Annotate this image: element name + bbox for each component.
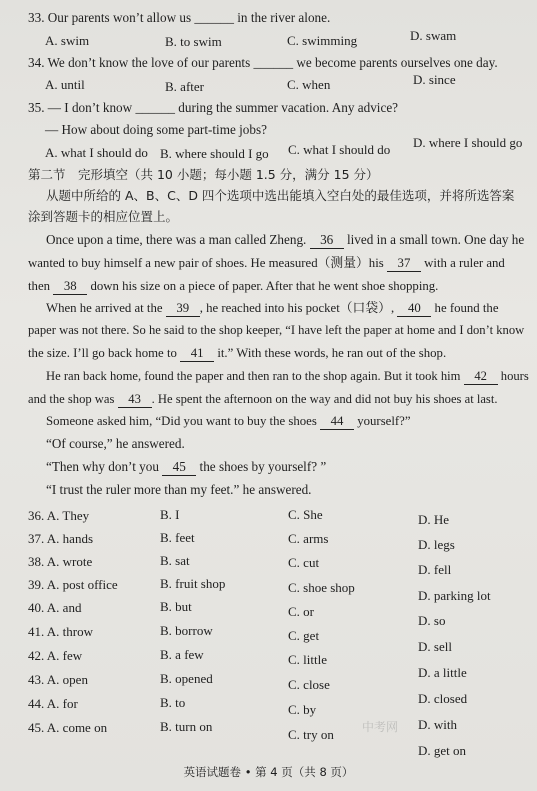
option-41-a: 41. A. throw xyxy=(28,624,93,639)
passage-text: with a ruler and xyxy=(424,256,505,270)
option-36-b: B. I xyxy=(160,507,180,522)
option-40-b: B. but xyxy=(160,599,192,614)
question-35-stem: 35. — I don’t know ______ during the summer vacation. Any advice? xyxy=(28,100,399,115)
option-37-a: 37. A. hands xyxy=(28,531,93,546)
option-38-a: 38. A. wrote xyxy=(28,554,93,569)
option-36-d: D. He xyxy=(418,512,450,527)
blank-41: 41 xyxy=(180,345,214,362)
q35-option-b: B. where should I go xyxy=(160,146,269,161)
option-44-b: B. to xyxy=(160,695,186,710)
option-45-b: B. turn on xyxy=(160,719,213,734)
passage-text: lived in a small town. One day he xyxy=(346,232,525,247)
option-36-a: 36. A. They xyxy=(28,508,90,523)
option-37-c: C. arms xyxy=(288,531,329,546)
q33-option-a: A. swim xyxy=(45,33,90,48)
q34-option-d: D. since xyxy=(413,72,456,87)
blank-43: 43 xyxy=(118,391,152,408)
passage-text: Someone asked him, “Did you want to buy the shoes xyxy=(46,414,317,428)
option-38-b: B. sat xyxy=(160,553,190,568)
q35-option-c: C. what I should do xyxy=(288,142,391,157)
passage-text: “Then why don’t you xyxy=(46,459,159,474)
blank-36: 36 xyxy=(310,232,344,249)
passage-line-10: “Of course,” he answered. xyxy=(46,436,185,451)
passage-text: hours xyxy=(500,369,529,383)
option-38-c: C. cut xyxy=(288,555,320,570)
passage-text: yourself?” xyxy=(357,414,411,428)
passage-line-11 xyxy=(46,459,326,476)
passage-text: it.” With these words, he ran out of the shop. xyxy=(217,346,447,360)
option-42-a: 42. A. few xyxy=(28,648,83,663)
option-43-c: C. close xyxy=(288,677,330,692)
blank-38: 38 xyxy=(53,278,87,295)
option-37-d: D. legs xyxy=(418,537,455,552)
q33-option-b: B. to swim xyxy=(165,34,222,49)
q34-option-c: C. when xyxy=(287,77,331,92)
option-36-c: C. She xyxy=(288,507,323,522)
blank-40: 40 xyxy=(397,300,431,317)
option-43-d: D. closed xyxy=(418,691,468,706)
passage-line-6 xyxy=(28,345,446,362)
blank-42: 42 xyxy=(464,368,498,385)
passage-line-5: paper was not there. So he said to the shop keeper, “I have left the paper at home and I don’t know xyxy=(28,323,525,337)
option-41-b: B. borrow xyxy=(160,623,213,638)
passage-line-2 xyxy=(28,255,505,272)
section-title: 第二节 完形填空（共 10 小题；每小题 1.5 分，满分 15 分） xyxy=(28,167,379,182)
option-37-b: B. feet xyxy=(160,530,195,545)
option-39-d: D. parking lot xyxy=(418,588,491,603)
passage-text: then xyxy=(28,279,51,293)
passage-text: wanted to buy himself a new pair of shoes. He measured（测量）his xyxy=(28,256,384,270)
option-45-a: 45. A. come on xyxy=(28,720,108,735)
watermark: 中考网 xyxy=(362,720,399,734)
q35-option-d: D. where I should go xyxy=(413,135,523,150)
option-45-c: C. try on xyxy=(288,727,334,742)
question-33-stem: 33. Our parents won’t allow us ______ in the river alone. xyxy=(28,10,331,25)
question-34-stem: 34. We don’t know the love of our parents ______ we become parents ourselves one day. xyxy=(28,55,498,70)
passage-line-3 xyxy=(28,278,438,295)
q34-option-b: B. after xyxy=(165,79,204,94)
option-42-d: D. a little xyxy=(418,665,467,680)
blank-37: 37 xyxy=(387,255,421,272)
passage-text: When he arrived at the xyxy=(46,301,163,315)
passage-line-1 xyxy=(46,232,524,249)
blank-45: 45 xyxy=(162,459,196,476)
option-40-d: D. so xyxy=(418,613,446,628)
q35-option-a: A. what I should do xyxy=(45,145,148,160)
option-40-a: 40. A. and xyxy=(28,600,82,615)
question-35-reply: — How about doing some part-time jobs? xyxy=(45,122,267,137)
passage-line-4 xyxy=(46,300,499,317)
passage-text: he found the xyxy=(434,301,499,315)
passage-text: Once upon a time, there was a man called Zheng. xyxy=(46,232,307,247)
passage-text: . He spent the afternoon on the way and did not buy his shoes at last. xyxy=(151,392,498,406)
option-39-a: 39. A. post office xyxy=(28,577,118,592)
option-41-d: D. sell xyxy=(418,639,452,654)
passage-text: He ran back home, found the paper and then ran to the shop again. But it took him xyxy=(46,369,461,383)
option-39-c: C. shoe shop xyxy=(288,580,355,595)
option-42-b: B. a few xyxy=(160,647,204,662)
passage-text: the size. I’ll go back home to xyxy=(28,346,177,360)
passage-line-7 xyxy=(46,368,529,385)
option-40-c: C. or xyxy=(288,604,314,619)
option-39-b: B. fruit shop xyxy=(160,576,226,591)
option-43-a: 43. A. open xyxy=(28,672,88,687)
passage-line-12: “I trust the ruler more than my feet.” he answered. xyxy=(46,482,312,497)
passage-line-8 xyxy=(28,391,497,408)
option-38-d: D. fell xyxy=(418,562,452,577)
option-44-a: 44. A. for xyxy=(28,696,78,711)
section-instruction-line2: 涂到答题卡的相应位置上。 xyxy=(28,209,179,224)
passage-text: the shoes by yourself? ” xyxy=(199,459,327,474)
q33-option-d: D. swam xyxy=(410,28,457,43)
option-45-d: D. get on xyxy=(418,743,467,758)
passage-text: down his size on a piece of paper. After that he went shoe shopping. xyxy=(90,279,439,293)
option-44-d: D. with xyxy=(418,717,457,732)
q34-option-a: A. until xyxy=(45,77,85,92)
section-instruction-line1: 从题中所给的 A、B、C、D 四个选项中选出能填入空白处的最佳选项，并将所选答案 xyxy=(46,188,515,203)
passage-text: , he reached into his pocket（口袋）, xyxy=(199,301,395,315)
page-footer: 英语试题卷 • 第 4 页（共 8 页） xyxy=(183,765,354,779)
blank-44: 44 xyxy=(320,413,354,430)
option-44-c: C. by xyxy=(288,702,317,717)
blank-39: 39 xyxy=(166,300,200,317)
passage-text: and the shop was xyxy=(28,392,115,406)
q33-option-c: C. swimming xyxy=(287,33,358,48)
option-42-c: C. little xyxy=(288,652,327,667)
option-43-b: B. opened xyxy=(160,671,213,686)
passage-line-9 xyxy=(46,413,411,430)
option-41-c: C. get xyxy=(288,628,320,643)
